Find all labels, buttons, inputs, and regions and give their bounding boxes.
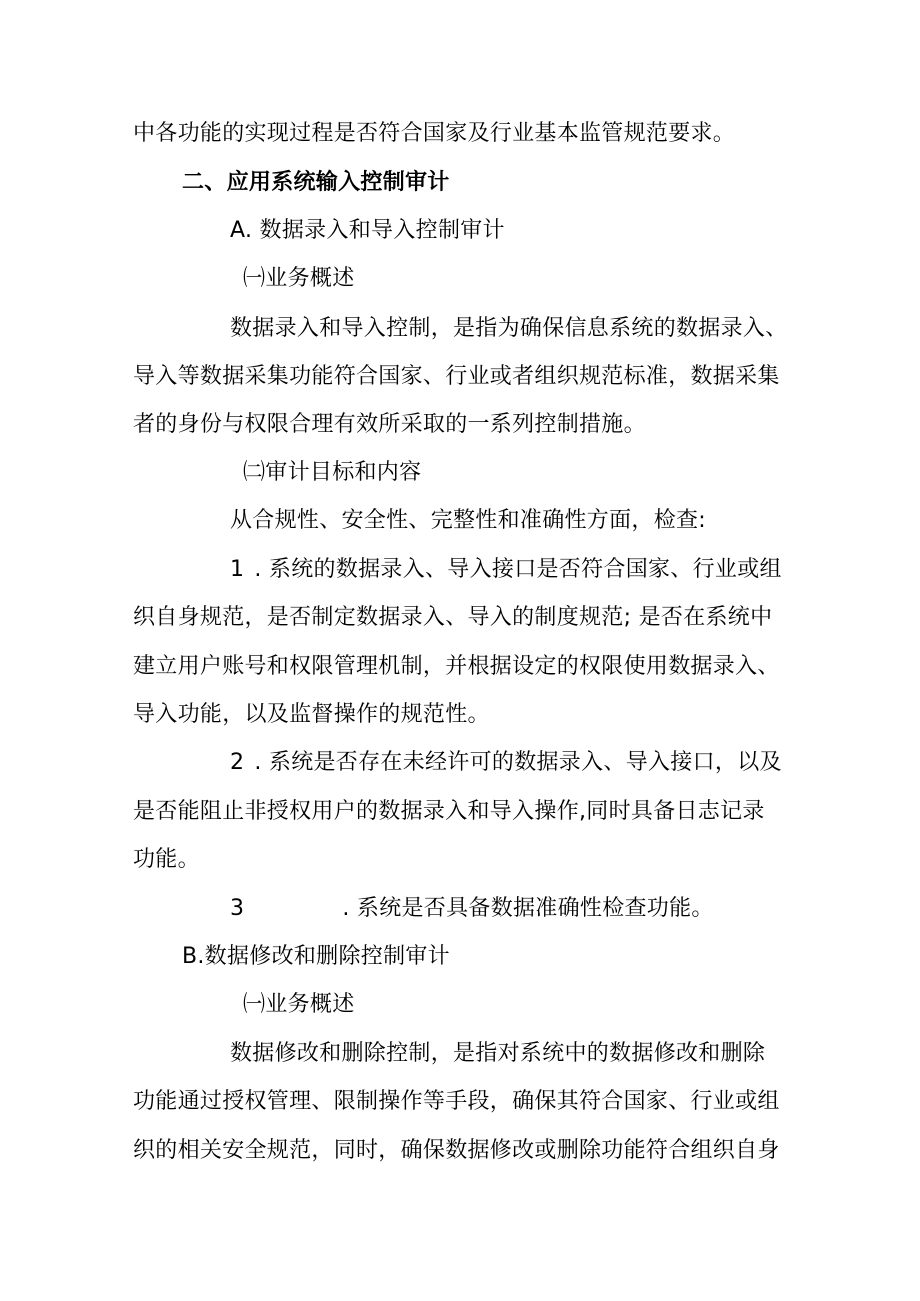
subheading-overview: ㈠业务概述 — [243, 992, 355, 1017]
paragraph-line: 中各功能的实现过程是否符合国家及行业基本监管规范要求。 — [133, 121, 736, 146]
paragraph-line: 数据修改和删除控制，是指对系统中的数据修改和删除 — [230, 1041, 766, 1066]
paragraph-line: 织的相关安全规范，同时，确保数据修改或删除功能符合组织自身 — [133, 1138, 780, 1163]
paragraph-line: 是否能阻止非授权用户的数据录入和导入操作,同时具备日志记录 — [133, 799, 765, 824]
subheading-goals: ㈡审计目标和内容 — [243, 460, 422, 485]
list-item-1 — [230, 557, 782, 583]
list-text: . 系统的数据录入、导入接口是否符合国家、行业或组 — [254, 557, 782, 582]
list-item-2 — [230, 750, 782, 776]
paragraph-line: 织自身规范，是否制定数据录入、导入的制度规范; 是否在系统中 — [133, 605, 773, 630]
section-heading: 二、应用系统输入控制审计 — [182, 170, 450, 195]
paragraph-line: 建立用户账号和权限管理机制，并根据设定的权限使用数据录入、 — [133, 654, 780, 679]
paragraph-line: 者的身份与权限合理有效所采取的一系列控制措施。 — [133, 412, 646, 437]
paragraph-line: 功能。 — [133, 847, 200, 872]
subheading-overview: ㈠业务概述 — [243, 266, 355, 291]
list-text: . 系统是否存在未经许可的数据录入、导入接口，以及 — [254, 750, 782, 775]
subsection-title-a: A. 数据录入和导入控制审计 — [230, 218, 505, 243]
list-number: 2 — [230, 750, 245, 775]
paragraph-line: 功能通过授权管理、限制操作等手段，确保其符合国家、行业或组 — [133, 1089, 780, 1114]
subsection-title-b: B.数据修改和删除控制审计 — [182, 944, 450, 969]
paragraph-line: 数据录入和导入控制，是指为确保信息系统的数据录入、 — [230, 316, 788, 341]
list-text: . 系统是否具备数据准确性检查功能。 — [342, 896, 714, 921]
list-number: 3 — [230, 896, 245, 921]
paragraph-line: 从合规性、安全性、完整性和准确性方面，检查: — [230, 508, 707, 533]
paragraph-line: 导入功能，以及监督操作的规范性。 — [133, 702, 490, 727]
paragraph-line: 导入等数据采集功能符合国家、行业或者组织规范标准，数据采集 — [133, 364, 780, 389]
list-item-3 — [230, 896, 714, 922]
list-number: 1 — [230, 557, 245, 582]
